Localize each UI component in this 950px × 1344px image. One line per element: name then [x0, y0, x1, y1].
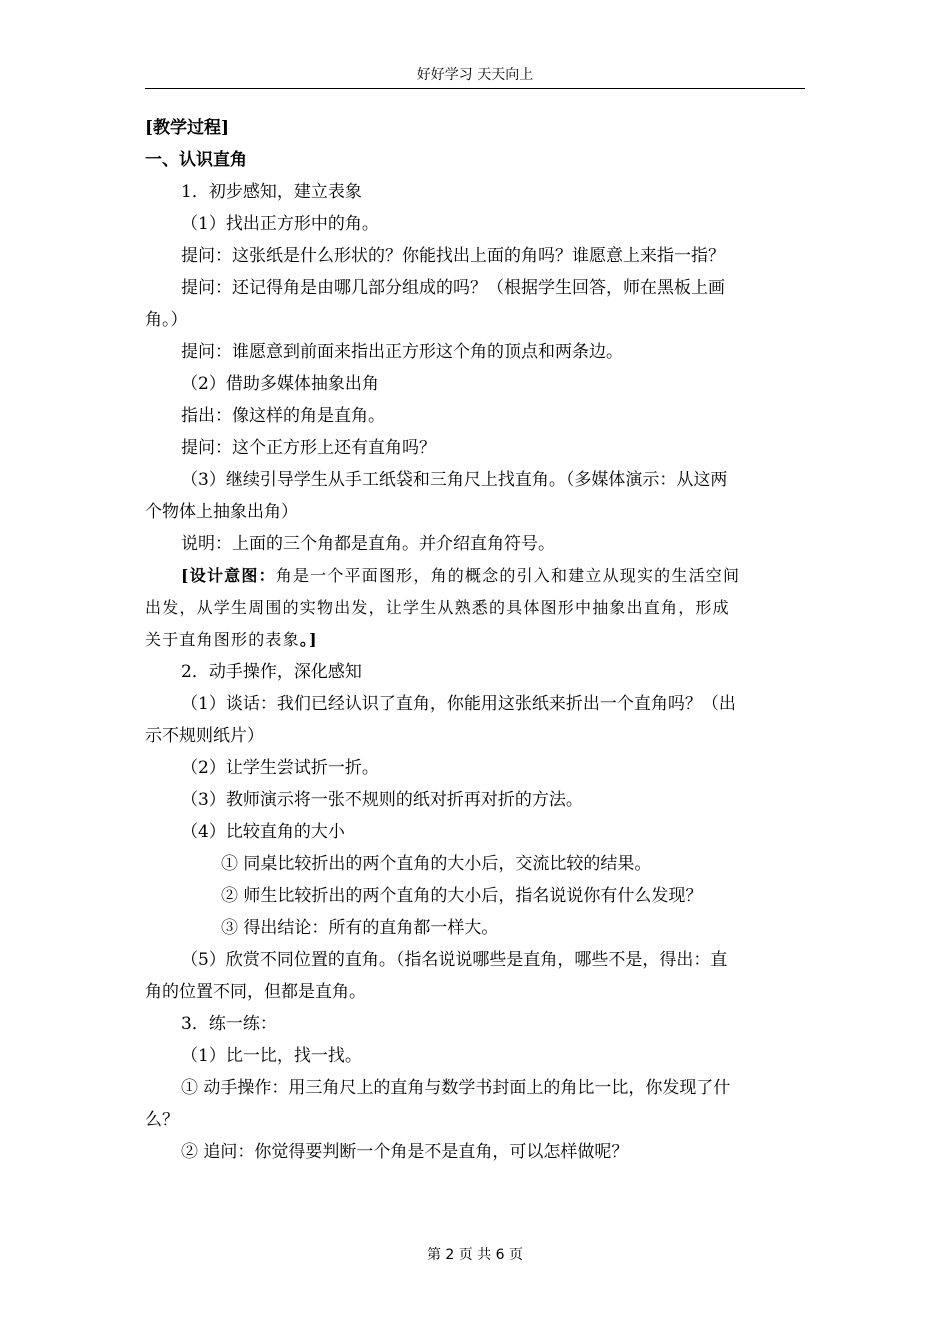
paragraph-line: （5）欣赏不同位置的直角。（指名说说哪些是直角，哪些不是，得出：直 [181, 950, 728, 970]
page-footer: 第 2 页 共 6 页 [426, 1247, 524, 1263]
paragraph-line: （2）借助多媒体抽象出角 [181, 374, 379, 394]
page-header: 好好学习 天天向上 [145, 62, 805, 89]
design-intent-line: 关于直角图形的表象。] [145, 630, 318, 649]
subsection-heading: 一、认识直角 [145, 150, 247, 170]
paragraph-line: 提问：谁愿意到前面来指出正方形这个角的顶点和两条边。 [181, 342, 623, 362]
paragraph-line: （1）找出正方形中的角。 [181, 214, 379, 234]
paragraph-line: 提问：还记得角是由哪几部分组成的吗？（根据学生回答，师在黑板上画 [181, 278, 725, 298]
paragraph-line: （4）比较直角的大小 [181, 822, 345, 842]
list-item: ① 同桌比较折出的两个直角的大小后，交流比较的结果。 [221, 854, 652, 874]
paragraph-line: 提问：这个正方形上还有直角吗？ [181, 438, 436, 458]
paragraph-line: 提问：这张纸是什么形状的？你能找出上面的角吗？谁愿意上来指一指？ [181, 246, 725, 266]
paragraph-line: （1）谈话：我们已经认识了直角，你能用这张纸来折出一个直角吗？（出 [181, 694, 736, 714]
paragraph-line: 指出：像这样的角是直角。 [181, 406, 385, 426]
paragraph-line: ② 追问：你觉得要判断一个角是不是直角，可以怎样做呢？ [181, 1142, 629, 1162]
paragraph-line: （2）让学生尝试折一折。 [181, 758, 379, 778]
design-intent-line: 出发，从学生周围的实物出发，让学生从熟悉的具体图形中抽象出直角，形成 [145, 598, 730, 617]
paragraph-line: 角的位置不同，但都是直角。 [145, 982, 366, 1002]
paragraph-line: 角。） [145, 310, 188, 330]
document-body [145, 112, 807, 1168]
list-item: ② 师生比较折出的两个直角的大小后，指名说说你有什么发现？ [221, 886, 703, 906]
paragraph-line: 么？ [145, 1110, 179, 1130]
paragraph-line: 示不规则纸片） [145, 726, 264, 746]
paragraph-line: （1）比一比，找一找。 [181, 1046, 362, 1066]
design-intent-line: [设计意图：角是一个平面图形，角的概念的引入和建立从现实的生活空间 [181, 566, 741, 585]
paragraph-line: （3）教师演示将一张不规则的纸对折再对折的方法。 [181, 790, 583, 810]
design-intent-label: [设计意图： [181, 566, 276, 585]
paragraph-line: ① 动手操作：用三角尺上的直角与数学书封面上的角比一比，你发现了什 [181, 1078, 731, 1098]
list-item: ③ 得出结论：所有的直角都一样大。 [221, 918, 499, 938]
paragraph-line: 说明：上面的三个角都是直角。并介绍直角符号。 [181, 534, 555, 554]
paragraph-line: 3．练一练： [181, 1014, 277, 1034]
section-heading: [教学过程] [145, 118, 230, 138]
paragraph-line: 1．初步感知，建立表象 [181, 182, 362, 202]
paragraph-line: （3）继续引导学生从手工纸袋和三角尺上找直角。（多媒体演示：从这两 [181, 470, 728, 490]
paragraph-line: 个物体上抽象出角） [145, 502, 298, 522]
paragraph-line: 2．动手操作，深化感知 [181, 662, 362, 682]
